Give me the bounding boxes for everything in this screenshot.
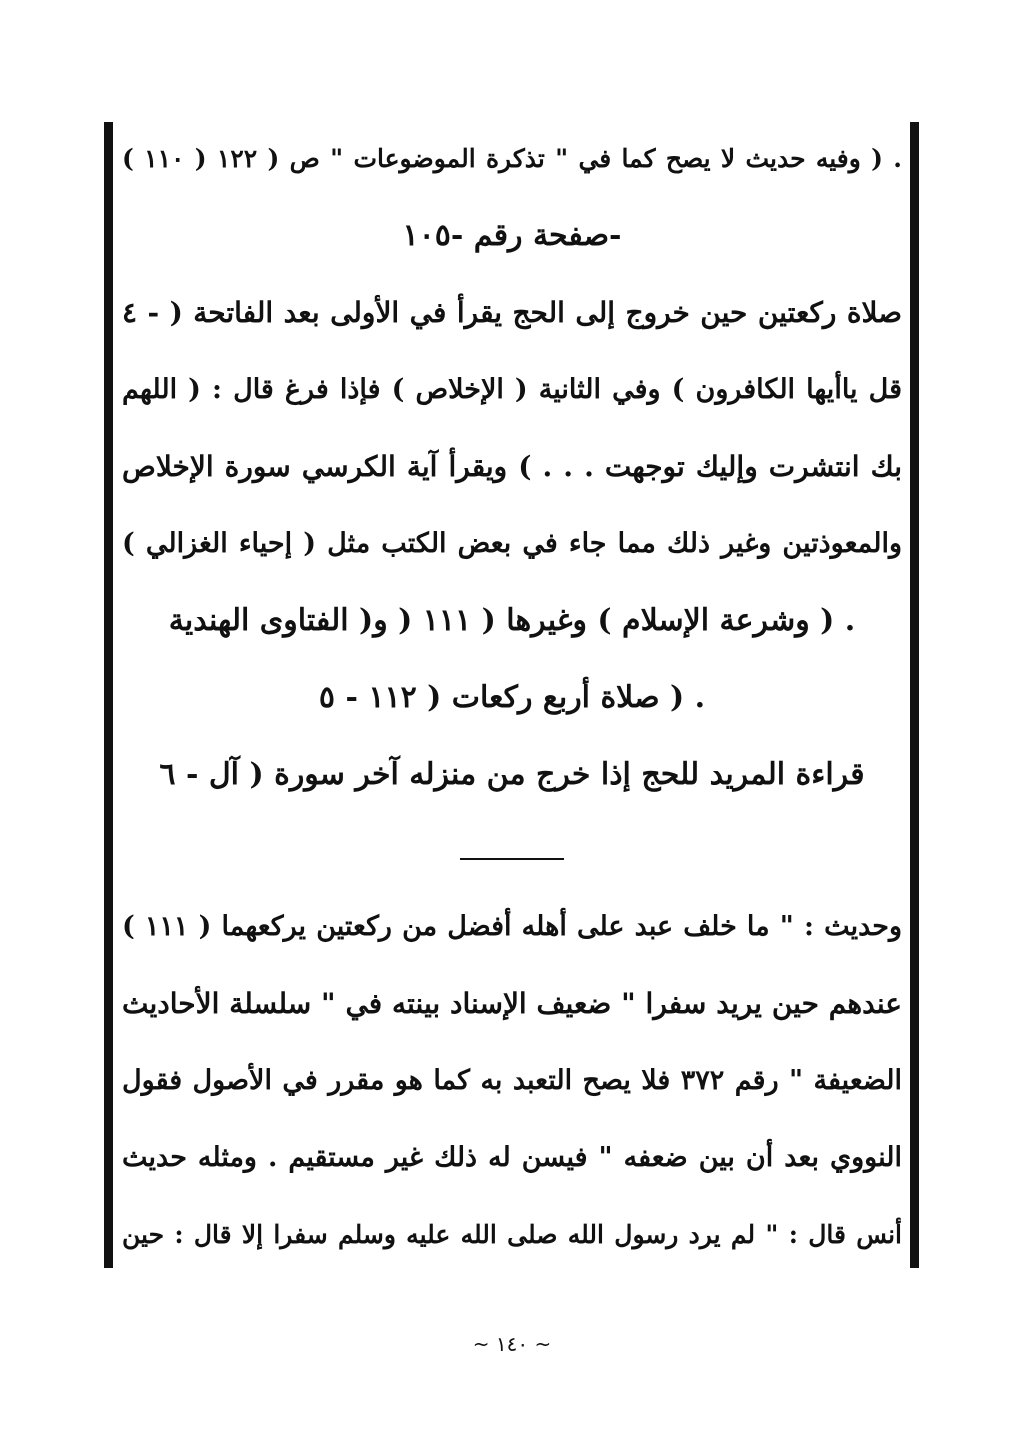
text-line: الضعيفة " رقم ٣٧٢ فلا يصح التعبد به كما هو مقرر في الأصول فقول <box>122 1065 903 1096</box>
text-line: أنس قال : " لم يرد رسول الله صلى الله عليه وسلم سفرا إلا قال : حين <box>122 1220 902 1249</box>
text-line: عندهم حين يريد سفرا " ضعيف الإسناد بينته في " سلسلة الأحاديث <box>122 987 902 1020</box>
left-border-rule <box>104 122 113 1268</box>
page-number: ~ ١٤٠ ~ <box>472 1332 552 1356</box>
text-line: والمعوذتين وغير ذلك مما جاء في بعض الكتب مثل ( إحياء الغزالي ) <box>122 528 902 559</box>
upper-text-block <box>122 120 902 813</box>
text-line: قراءة المريد للحج إذا خرج من منزله آخر سورة ( آل - ٦ <box>159 757 865 792</box>
text-line: قل ياأيها الكافرون ) وفي الثانية ( الإخلاص ) فإذا فرغ قال : ( اللهم <box>122 374 902 405</box>
text-line: . ( صلاة أربع ركعات ( ١١٢ - ٥ <box>318 680 706 715</box>
text-line: صلاة ركعتين حين خروج إلى الحج يقرأ في الأولى بعد الفاتحة ( - ٤ <box>122 296 902 329</box>
footnote-separator <box>460 858 564 860</box>
lower-text-block <box>122 888 902 1273</box>
text-line: وحديث : " ما خلف عبد على أهله أفضل من ركعتين يركعهما ( ١١١ ) <box>122 911 902 942</box>
text-line: . ( وشرعة الإسلام ) وغيرها ( ١١١ ( و( الفتاوى الهندية <box>168 603 856 638</box>
right-border-rule <box>910 122 919 1268</box>
page-reference-line: -صفحة رقم -١٠٥ <box>402 218 622 253</box>
text-line: بك انتشرت وإليك توجهت . . . ) ويقرأ آية الكرسي سورة الإخلاص <box>122 450 902 483</box>
text-line: . ( وفيه حديث لا يصح كما في " تذكرة الموضوعات " ص ( ١٢٢ ( ١١٠ ) <box>122 144 902 173</box>
text-line: النووي بعد أن بين ضعفه " فيسن له ذلك غير مستقيم . ومثله حديث <box>122 1142 902 1173</box>
